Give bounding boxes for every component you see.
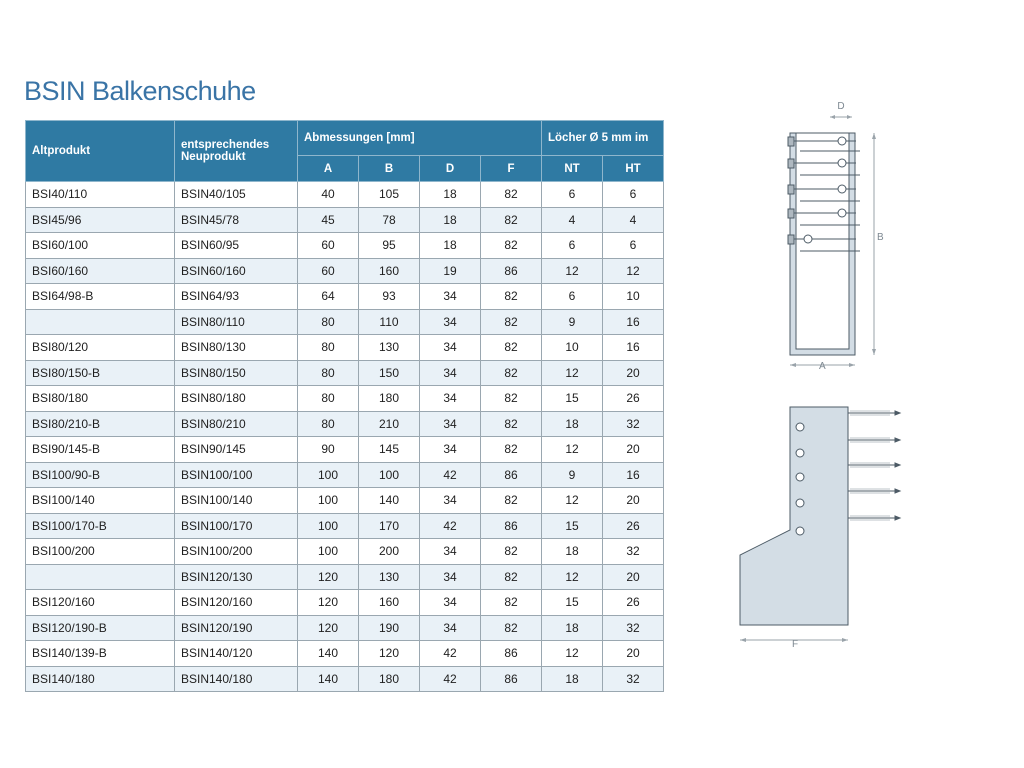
cell-altprodukt: BSI100/170-B [26, 513, 175, 539]
cell-d: 34 [420, 615, 481, 641]
cell-neuprodukt: BSIN80/110 [175, 309, 298, 335]
cell-ht: 32 [603, 411, 664, 437]
header-neuprodukt: entsprechendes Neuprodukt [175, 121, 298, 182]
cell-b: 160 [359, 258, 420, 284]
table-row [26, 462, 664, 488]
cell-ht: 26 [603, 386, 664, 412]
cell-f: 82 [481, 590, 542, 616]
table-row [26, 615, 664, 641]
table-row [26, 437, 664, 463]
cell-d: 34 [420, 335, 481, 361]
cell-nt: 15 [542, 513, 603, 539]
cell-nt: 12 [542, 488, 603, 514]
cell-f: 82 [481, 488, 542, 514]
cell-nt: 12 [542, 564, 603, 590]
cell-neuprodukt: BSIN45/78 [175, 207, 298, 233]
cell-a: 45 [298, 207, 359, 233]
cell-f: 86 [481, 258, 542, 284]
cell-b: 95 [359, 233, 420, 259]
cell-b: 78 [359, 207, 420, 233]
cell-nt: 12 [542, 641, 603, 667]
cell-altprodukt: BSI40/110 [26, 182, 175, 208]
table-row [26, 539, 664, 565]
cell-nt: 18 [542, 666, 603, 692]
header-col-a: A [298, 156, 359, 182]
cell-ht: 6 [603, 182, 664, 208]
cell-d: 19 [420, 258, 481, 284]
table-row [26, 258, 664, 284]
cell-d: 34 [420, 590, 481, 616]
cell-altprodukt: BSI80/120 [26, 335, 175, 361]
cell-d: 42 [420, 641, 481, 667]
cell-f: 82 [481, 207, 542, 233]
cell-d: 42 [420, 666, 481, 692]
cell-f: 82 [481, 411, 542, 437]
cell-ht: 6 [603, 233, 664, 259]
cell-altprodukt [26, 564, 175, 590]
cell-d: 34 [420, 309, 481, 335]
table-row [26, 590, 664, 616]
cell-a: 100 [298, 539, 359, 565]
cell-d: 34 [420, 564, 481, 590]
cell-neuprodukt: BSIN80/180 [175, 386, 298, 412]
cell-f: 82 [481, 564, 542, 590]
table-body [26, 182, 664, 692]
cell-ht: 32 [603, 615, 664, 641]
cell-a: 120 [298, 615, 359, 641]
cell-neuprodukt: BSIN90/145 [175, 437, 298, 463]
cell-b: 180 [359, 666, 420, 692]
cell-d: 42 [420, 462, 481, 488]
cell-altprodukt: BSI100/90-B [26, 462, 175, 488]
cell-neuprodukt: BSIN100/140 [175, 488, 298, 514]
cell-neuprodukt: BSIN140/180 [175, 666, 298, 692]
cell-nt: 6 [542, 182, 603, 208]
cell-nt: 12 [542, 360, 603, 386]
cell-b: 145 [359, 437, 420, 463]
cell-f: 86 [481, 462, 542, 488]
cell-ht: 16 [603, 462, 664, 488]
cell-neuprodukt: BSIN120/190 [175, 615, 298, 641]
spec-table [25, 120, 664, 692]
balkenschuh-diagrams [730, 95, 930, 665]
cell-f: 86 [481, 641, 542, 667]
cell-d: 18 [420, 233, 481, 259]
cell-neuprodukt: BSIN60/160 [175, 258, 298, 284]
cell-f: 82 [481, 437, 542, 463]
header-loecher: Löcher Ø 5 mm im [542, 121, 664, 156]
cell-a: 100 [298, 513, 359, 539]
cell-f: 86 [481, 666, 542, 692]
cell-ht: 10 [603, 284, 664, 310]
cell-b: 105 [359, 182, 420, 208]
cell-a: 60 [298, 233, 359, 259]
cell-nt: 18 [542, 411, 603, 437]
cell-altprodukt: BSI45/96 [26, 207, 175, 233]
cell-f: 82 [481, 386, 542, 412]
cell-d: 34 [420, 539, 481, 565]
cell-altprodukt [26, 309, 175, 335]
cell-d: 34 [420, 437, 481, 463]
cell-altprodukt: BSI140/180 [26, 666, 175, 692]
cell-altprodukt: BSI90/145-B [26, 437, 175, 463]
table-row [26, 411, 664, 437]
cell-altprodukt: BSI140/139-B [26, 641, 175, 667]
cell-neuprodukt: BSIN60/95 [175, 233, 298, 259]
side-view-diagram [740, 407, 900, 650]
cell-d: 42 [420, 513, 481, 539]
table-row [26, 360, 664, 386]
dim-label-a: A [819, 361, 826, 372]
page-title: BSIN Balkenschuhe [24, 76, 256, 106]
cell-ht: 4 [603, 207, 664, 233]
table-row [26, 309, 664, 335]
cell-f: 82 [481, 182, 542, 208]
table-row [26, 207, 664, 233]
dim-label-f: F [792, 639, 799, 650]
dim-label-d: D [837, 101, 845, 112]
header-altprodukt: Altprodukt [26, 121, 175, 182]
cell-f: 82 [481, 615, 542, 641]
header-abmessungen: Abmessungen [mm] [298, 121, 542, 156]
cell-ht: 16 [603, 335, 664, 361]
cell-nt: 15 [542, 590, 603, 616]
cell-a: 80 [298, 386, 359, 412]
table-row [26, 513, 664, 539]
cell-nt: 9 [542, 462, 603, 488]
cell-a: 80 [298, 309, 359, 335]
cell-altprodukt: BSI80/150-B [26, 360, 175, 386]
cell-nt: 18 [542, 615, 603, 641]
cell-b: 210 [359, 411, 420, 437]
header-col-d: D [420, 156, 481, 182]
cell-a: 80 [298, 335, 359, 361]
cell-neuprodukt: BSIN100/100 [175, 462, 298, 488]
cell-d: 34 [420, 284, 481, 310]
header-col-b: B [359, 156, 420, 182]
cell-altprodukt: BSI64/98-B [26, 284, 175, 310]
cell-nt: 4 [542, 207, 603, 233]
cell-altprodukt: BSI120/190-B [26, 615, 175, 641]
cell-neuprodukt: BSIN80/130 [175, 335, 298, 361]
cell-a: 120 [298, 590, 359, 616]
front-view-diagram [788, 101, 884, 372]
cell-f: 82 [481, 309, 542, 335]
cell-nt: 6 [542, 284, 603, 310]
cell-neuprodukt: BSIN100/170 [175, 513, 298, 539]
table-row [26, 182, 664, 208]
cell-d: 34 [420, 411, 481, 437]
cell-nt: 9 [542, 309, 603, 335]
cell-f: 82 [481, 335, 542, 361]
table-row [26, 284, 664, 310]
cell-a: 140 [298, 641, 359, 667]
cell-neuprodukt: BSIN40/105 [175, 182, 298, 208]
cell-b: 130 [359, 564, 420, 590]
cell-nt: 10 [542, 335, 603, 361]
cell-nt: 12 [542, 437, 603, 463]
cell-b: 200 [359, 539, 420, 565]
cell-ht: 20 [603, 360, 664, 386]
cell-ht: 20 [603, 641, 664, 667]
header-col-ht: HT [603, 156, 664, 182]
cell-altprodukt: BSI120/160 [26, 590, 175, 616]
cell-f: 82 [481, 360, 542, 386]
cell-b: 190 [359, 615, 420, 641]
cell-altprodukt: BSI100/200 [26, 539, 175, 565]
cell-a: 40 [298, 182, 359, 208]
cell-neuprodukt: BSIN100/200 [175, 539, 298, 565]
header-col-nt: NT [542, 156, 603, 182]
cell-altprodukt: BSI60/160 [26, 258, 175, 284]
cell-neuprodukt: BSIN140/120 [175, 641, 298, 667]
cell-a: 120 [298, 564, 359, 590]
cell-ht: 20 [603, 564, 664, 590]
cell-nt: 15 [542, 386, 603, 412]
cell-d: 18 [420, 207, 481, 233]
cell-nt: 6 [542, 233, 603, 259]
cell-ht: 26 [603, 590, 664, 616]
cell-b: 93 [359, 284, 420, 310]
cell-b: 160 [359, 590, 420, 616]
cell-b: 110 [359, 309, 420, 335]
cell-b: 100 [359, 462, 420, 488]
cell-b: 150 [359, 360, 420, 386]
cell-a: 64 [298, 284, 359, 310]
cell-neuprodukt: BSIN80/150 [175, 360, 298, 386]
dim-label-b: B [877, 232, 884, 243]
cell-neuprodukt: BSIN120/130 [175, 564, 298, 590]
cell-a: 80 [298, 360, 359, 386]
cell-altprodukt: BSI80/180 [26, 386, 175, 412]
cell-d: 34 [420, 488, 481, 514]
cell-neuprodukt: BSIN64/93 [175, 284, 298, 310]
cell-a: 90 [298, 437, 359, 463]
cell-a: 80 [298, 411, 359, 437]
cell-b: 180 [359, 386, 420, 412]
cell-a: 140 [298, 666, 359, 692]
cell-f: 82 [481, 284, 542, 310]
cell-b: 170 [359, 513, 420, 539]
cell-a: 100 [298, 488, 359, 514]
cell-ht: 32 [603, 539, 664, 565]
table-row [26, 335, 664, 361]
table-row [26, 233, 664, 259]
cell-neuprodukt: BSIN120/160 [175, 590, 298, 616]
cell-ht: 26 [603, 513, 664, 539]
table-row [26, 641, 664, 667]
cell-altprodukt: BSI60/100 [26, 233, 175, 259]
cell-ht: 20 [603, 437, 664, 463]
cell-a: 60 [298, 258, 359, 284]
cell-nt: 12 [542, 258, 603, 284]
cell-d: 18 [420, 182, 481, 208]
cell-b: 130 [359, 335, 420, 361]
cell-f: 82 [481, 233, 542, 259]
cell-f: 86 [481, 513, 542, 539]
cell-a: 100 [298, 462, 359, 488]
table-row [26, 666, 664, 692]
table-row [26, 564, 664, 590]
cell-f: 82 [481, 539, 542, 565]
cell-ht: 20 [603, 488, 664, 514]
cell-ht: 12 [603, 258, 664, 284]
table-row [26, 386, 664, 412]
table-row [26, 488, 664, 514]
cell-b: 120 [359, 641, 420, 667]
cell-d: 34 [420, 386, 481, 412]
cell-d: 34 [420, 360, 481, 386]
cell-ht: 32 [603, 666, 664, 692]
cell-neuprodukt: BSIN80/210 [175, 411, 298, 437]
cell-altprodukt: BSI80/210-B [26, 411, 175, 437]
header-col-f: F [481, 156, 542, 182]
cell-ht: 16 [603, 309, 664, 335]
cell-altprodukt: BSI100/140 [26, 488, 175, 514]
cell-b: 140 [359, 488, 420, 514]
cell-nt: 18 [542, 539, 603, 565]
